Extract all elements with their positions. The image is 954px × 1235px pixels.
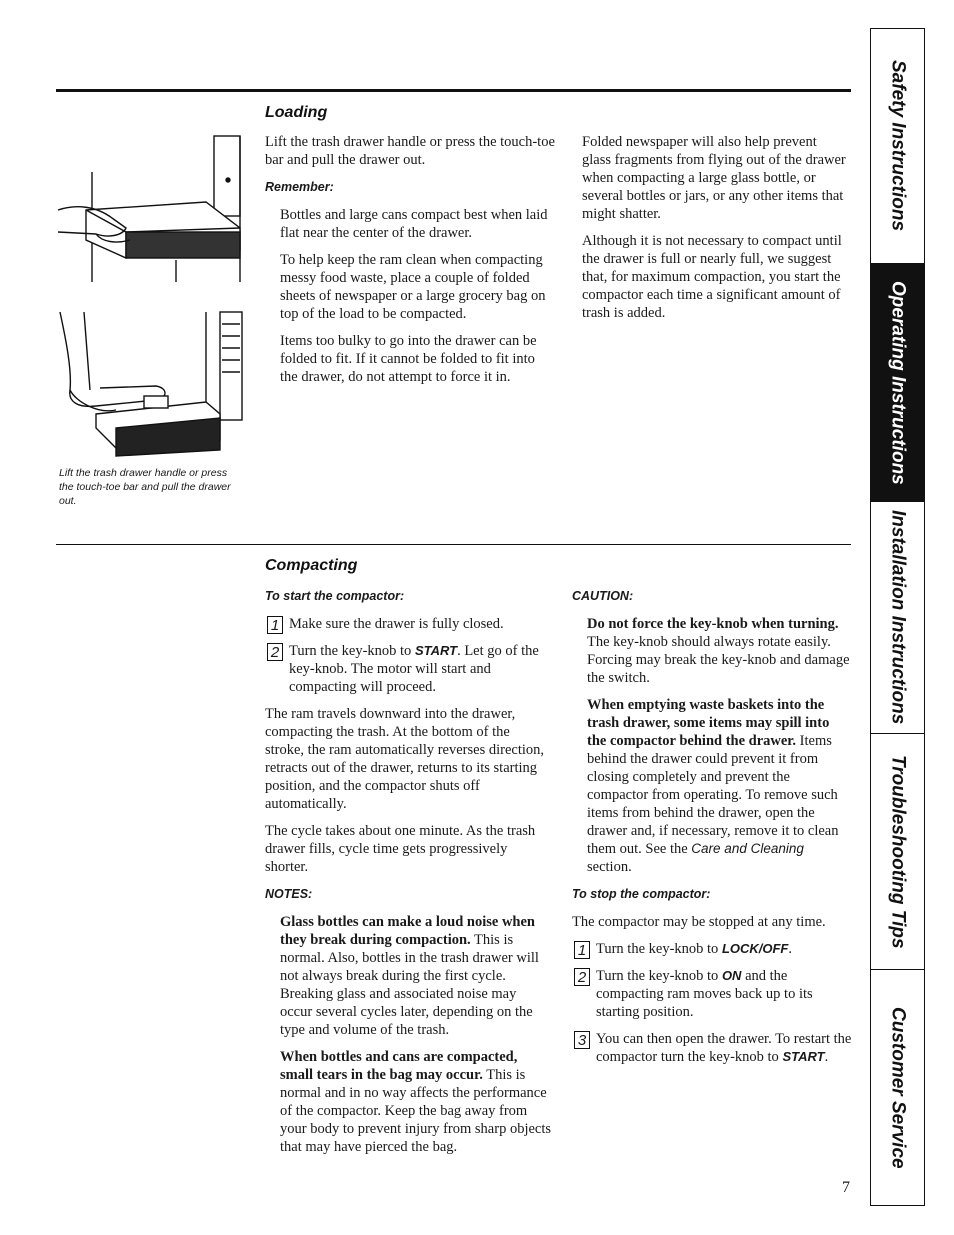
step-number: 3 — [574, 1031, 590, 1049]
stop-label: To stop the compactor: — [572, 887, 711, 901]
step-number: 2 — [574, 968, 590, 986]
note-item — [280, 913, 551, 1039]
step-keyword: ON — [721, 968, 742, 983]
touch-toe-bar-illustration — [56, 310, 244, 458]
step-text: and the compacting ram moves back up to its starting position. — [596, 968, 813, 1020]
tab-label: Troubleshooting Tips — [887, 754, 909, 949]
tab-safety-instructions[interactable] — [871, 29, 924, 264]
caution-text: The key-knob should always rotate easily. Forcing may break the key-knob and damage the switch. — [587, 634, 850, 686]
step-text: Turn the key-knob to — [289, 643, 415, 659]
step-text: . Let go of the key-knob. The motor will start and compacting will proceed. — [289, 643, 539, 695]
loading-title: Loading — [265, 104, 328, 121]
stop-step — [572, 1030, 852, 1066]
loading-intro: Lift the trash drawer handle or press the touch-toe bar and pull the drawer out. — [265, 134, 555, 168]
note-item — [280, 1048, 551, 1156]
note-bold: When bottles and cans are compacted, small tears in the bag may occur. — [280, 1049, 518, 1083]
caution-text: Items behind the drawer could prevent it from closing completely and prevent the compactor from operating. To remove such items from behind the drawer, open the drawer and, if necessary, remove it to clean them out. See the — [587, 733, 839, 857]
care-and-cleaning-reference: Care and Cleaning — [691, 841, 804, 856]
caution-text: section. — [587, 859, 632, 875]
tab-installation-instructions[interactable] — [871, 502, 924, 734]
start-step — [265, 642, 551, 696]
step-number: 2 — [267, 643, 283, 661]
caution-item — [587, 615, 852, 687]
caution-label: CAUTION: — [572, 589, 634, 603]
caution-item — [587, 696, 852, 876]
note-bold: Glass bottles can make a loud noise when they break during compaction. — [280, 914, 535, 948]
illustration-caption: Lift the trash drawer handle or press the touch-toe bar and pull the drawer out. — [59, 467, 231, 507]
stop-step — [572, 967, 852, 1021]
remember-item: Items too bulky to go into the drawer can be folded to fit. If it cannot be folded to fit into the drawer, do not attempt to force it in. — [280, 333, 537, 385]
tab-label: Customer Service — [887, 1006, 909, 1169]
tab-troubleshooting-tips[interactable] — [871, 734, 924, 970]
loading-right-column — [582, 133, 848, 331]
loading-paragraph: Although it is not necessary to compact until the drawer is full or nearly full, we suggest that, for maximum compaction, you start the compactor each time a significant amount of trash is added. — [582, 233, 842, 321]
drawer-handle-illustration — [56, 132, 244, 284]
remember-item: To help keep the ram clean when compacting messy food waste, place a couple of folded sheets of newspaper or a large grocery bag on top of the load to be compacted. — [280, 252, 546, 322]
compacting-left-column — [265, 587, 551, 1165]
compacting-paragraph: The cycle takes about one minute. As the trash drawer fills, cycle time gets progressively shorter. — [265, 823, 536, 875]
tab-customer-service[interactable] — [871, 970, 924, 1205]
step-keyword: START — [414, 643, 458, 658]
note-text: This is normal. Also, bottles in the trash drawer will not always break during the first cycle. Breaking glass and associated noise may occur several cycles later, depending on the type and volume of the trash. — [280, 932, 539, 1038]
start-step — [265, 615, 551, 633]
stop-intro: The compactor may be stopped at any time. — [572, 914, 826, 930]
compacting-right-column — [572, 587, 852, 1075]
caution-bold: When emptying waste baskets into the trash drawer, some items may spill into the compactor behind the drawer. — [587, 697, 830, 749]
step-keyword: LOCK/OFF — [721, 941, 789, 956]
step-text: . — [824, 1049, 829, 1065]
section-divider — [56, 544, 851, 545]
loading-left-column — [265, 133, 555, 395]
caution-bold: Do not force the key-knob when turning. — [587, 616, 839, 632]
note-text: This is normal and in no way affects the performance of the compactor. Keep the bag away from your body to prevent injury from sharp objects that may have pierced the bag. — [280, 1067, 552, 1155]
top-rule — [56, 89, 851, 92]
step-text: Turn the key-knob to — [596, 941, 722, 957]
tab-operating-instructions[interactable] — [871, 264, 924, 502]
step-number: 1 — [574, 941, 590, 959]
compacting-title: Compacting — [265, 557, 358, 574]
tab-label: Safety Instructions — [887, 60, 909, 232]
tab-label: Installation Instructions — [887, 510, 909, 725]
notes-label: NOTES: — [265, 887, 313, 901]
step-text: Turn the key-knob to — [596, 968, 722, 984]
step-number: 1 — [267, 616, 283, 634]
section-tabs — [870, 28, 925, 1206]
step-text: You can then open the drawer. To restart the compactor turn the key-knob to — [596, 1031, 852, 1065]
tab-label: Operating Instructions — [887, 280, 909, 485]
remember-item: Bottles and large cans compact best when laid flat near the center of the drawer. — [280, 207, 548, 241]
step-text: . — [788, 941, 792, 957]
step-keyword: START — [782, 1049, 825, 1064]
start-label: To start the compactor: — [265, 589, 405, 603]
page-number: 7 — [842, 1179, 850, 1196]
step-text: Make sure the drawer is fully closed. — [289, 616, 504, 632]
loading-paragraph: Folded newspaper will also help prevent glass fragments from flying out of the drawer when compacting a large glass bottle, or several bottles or jars, or any other items that might shatter. — [582, 134, 846, 222]
compacting-paragraph: The ram travels downward into the drawer, compacting the trash. At the bottom of the stroke, the ram automatically reverses direction, retracts out of the drawer, returns to its starting position, and the compactor shuts off automatically. — [265, 706, 545, 812]
remember-label: Remember: — [265, 180, 334, 194]
stop-step — [572, 940, 852, 958]
